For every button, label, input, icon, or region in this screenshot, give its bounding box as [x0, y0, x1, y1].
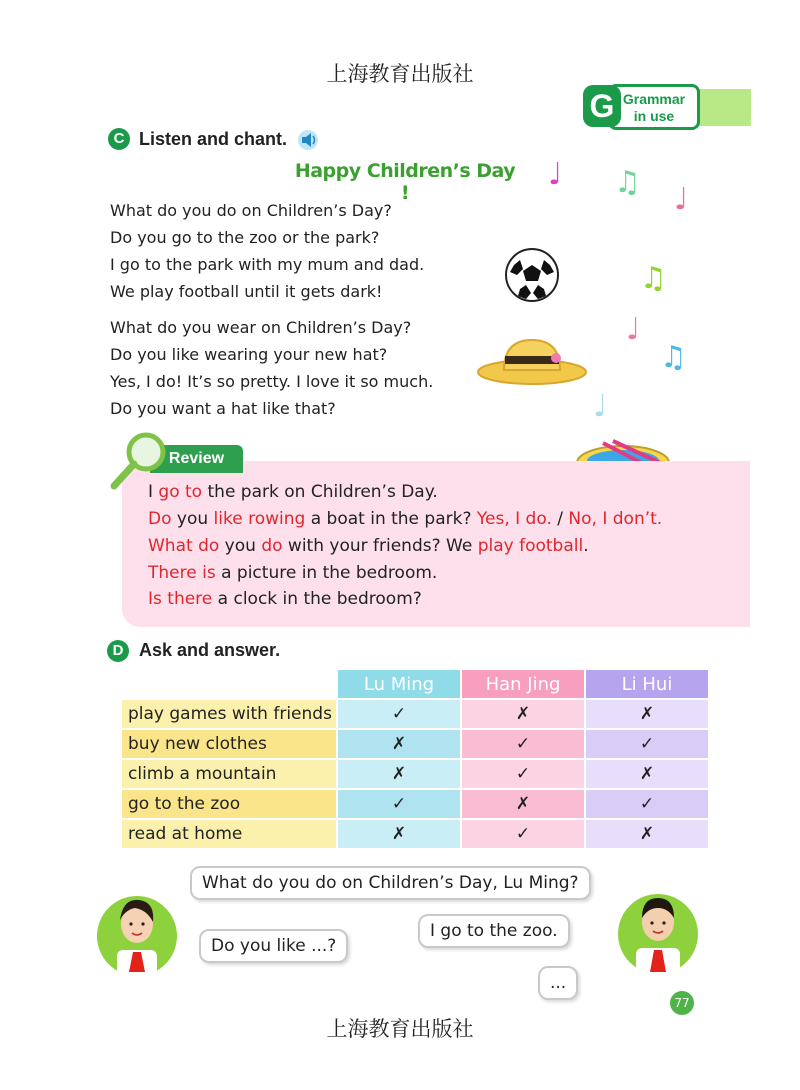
publisher-header: 上海教育出版社 — [326, 62, 474, 86]
mark-cell: ✗ — [338, 820, 460, 848]
survey-table — [120, 668, 710, 850]
page-number: 77 — [670, 991, 694, 1015]
girl-avatar — [95, 880, 179, 982]
music-note-icon: ♩ — [548, 157, 563, 192]
music-notes-icon: ♫ — [660, 340, 687, 375]
mark-cell: ✗ — [586, 760, 708, 788]
music-note-icon: ♩ — [626, 312, 641, 347]
table-row — [122, 760, 708, 788]
header-han-jing: Han Jing — [462, 670, 584, 698]
music-notes-icon: ♫ — [640, 261, 667, 296]
mark-cell: ✗ — [338, 760, 460, 788]
review-line-2: Do you like rowing a boat in the park? Yes, I do. / No, I don’t. — [148, 509, 663, 529]
header-lu-ming: Lu Ming — [338, 670, 460, 698]
chant-line: Yes, I do! It’s so pretty. I love it so much. — [110, 372, 434, 391]
badge-tab — [697, 89, 751, 126]
mark-cell: ✓ — [462, 820, 584, 848]
section-d-badge: D — [107, 640, 129, 662]
football-icon — [504, 247, 560, 307]
chant-line: I go to the park with my mum and dad. — [110, 255, 425, 274]
chant-line: Do you like wearing your new hat? — [110, 345, 388, 364]
activity-cell: read at home — [122, 820, 336, 848]
boy-avatar — [616, 868, 700, 982]
mark-cell: ✓ — [338, 700, 460, 728]
section-c-title: Listen and chant. — [139, 129, 288, 149]
chant-line: What do you wear on Children’s Day? — [110, 318, 412, 337]
mark-cell: ✗ — [338, 730, 460, 758]
mark-cell: ✓ — [586, 790, 708, 818]
publisher-footer: 上海教育出版社 — [326, 1017, 474, 1041]
mark-cell: ✓ — [462, 760, 584, 788]
speech-bubble-answer: I go to the zoo. — [418, 914, 570, 948]
table-row — [122, 730, 708, 758]
music-notes-icon: ♫ — [614, 165, 641, 200]
mark-cell: ✗ — [462, 790, 584, 818]
badge-letter: G — [583, 85, 621, 127]
table-row — [122, 820, 708, 848]
badge-line1: Grammar — [622, 91, 686, 107]
activity-cell: play games with friends — [122, 700, 336, 728]
sun-hat-icon — [476, 330, 588, 390]
chant-line: What do you do on Children’s Day? — [110, 201, 392, 220]
mark-cell: ✗ — [586, 820, 708, 848]
table-row — [122, 700, 708, 728]
activity-cell: go to the zoo — [122, 790, 336, 818]
mark-cell: ✓ — [462, 730, 584, 758]
mark-cell: ✓ — [586, 730, 708, 758]
review-line-3: What do you do with your friends? We play football. — [148, 536, 589, 556]
chant-line: Do you go to the zoo or the park? — [110, 228, 380, 247]
badge-line2: in use — [633, 108, 675, 124]
chant-title: Happy Children’s Day ! — [294, 160, 516, 204]
review-line-1: I go to the park on Children’s Day. — [148, 482, 438, 502]
speech-bubble-do-you-like: Do you like ...? — [199, 929, 348, 963]
table-row — [122, 790, 708, 818]
review-line-5: Is there a clock in the bedroom? — [148, 589, 422, 609]
chant-line: We play football until it gets dark! — [110, 282, 383, 301]
mark-cell: ✗ — [586, 700, 708, 728]
table-corner — [122, 670, 336, 698]
section-c-badge: C — [108, 128, 130, 150]
section-d-title: Ask and answer. — [139, 640, 281, 660]
activity-cell: climb a mountain — [122, 760, 336, 788]
review-line-4: There is a picture in the bedroom. — [148, 563, 438, 583]
speech-bubble-ellipsis: ... — [538, 966, 578, 1000]
mark-cell: ✗ — [462, 700, 584, 728]
speech-bubble-question: What do you do on Children’s Day, Lu Ming? — [190, 866, 591, 900]
review-label: Review — [150, 445, 243, 473]
audio-icon[interactable] — [296, 129, 320, 155]
mark-cell: ✓ — [338, 790, 460, 818]
header-li-hui: Li Hui — [586, 670, 708, 698]
music-note-icon: ♩ — [674, 182, 689, 217]
music-note-icon: ♩ — [593, 389, 608, 424]
grammar-badge — [608, 84, 700, 130]
chant-line: Do you want a hat like that? — [110, 399, 336, 418]
activity-cell: buy new clothes — [122, 730, 336, 758]
